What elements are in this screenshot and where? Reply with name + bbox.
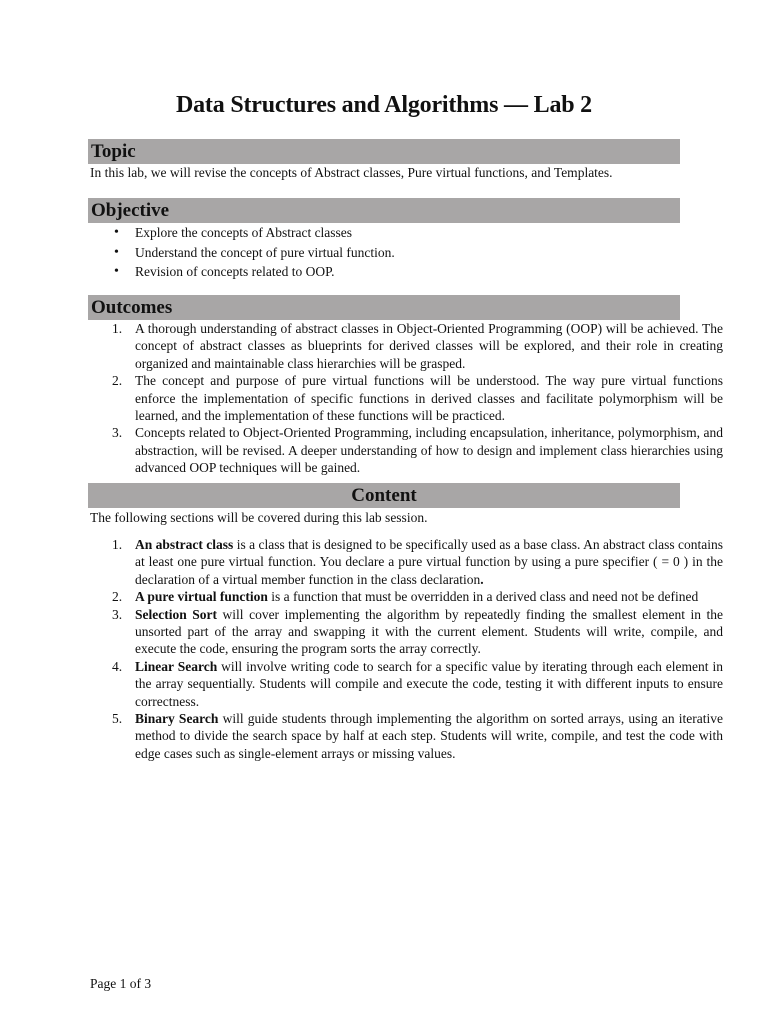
content-term: Selection Sort [135,606,218,622]
content-term: A pure virtual function [135,589,268,605]
outcome-item [112,372,723,424]
topic-text: In this lab, we will revise the concepts of Abstract classes, Pure virtual functions, and Templates. [90,165,613,180]
outcome-item [112,320,723,372]
content-item [112,606,723,658]
document-title: Data Structures and Algorithms — Lab 2 [176,92,592,118]
outcome-number: 1. [112,321,123,336]
content-item [112,588,723,605]
outcome-number: 3. [112,425,123,441]
outcome-number: 2. [112,373,123,389]
content-item [112,658,723,710]
content-term: An abstract class [135,537,234,552]
outcome-text: A thorough understanding of abstract classes in Object-Oriented Programming (OOP) will be achieved. The concept of abstract classes as blueprints for derived classes will be explored, and their role in creating organized and maintainable class hierarchies will be grasped. [135,321,723,371]
section-heading-outcomes: Outcomes [88,295,680,320]
objective-item: • Revision of concepts related to OOP. [135,262,725,282]
section-heading-topic: Topic [88,139,680,164]
content-list [90,536,723,762]
section-heading-content: Content [88,483,680,508]
outcome-text: The concept and purpose of pure virtual functions will be understood. The way pure virtual functions enforce the implementation of specific functions in derived classes and facilitate polymorphism will be learned, and the implementation of these functions will be practiced. [135,373,723,424]
page-number: Page 1 of 3 [90,976,152,991]
content-number: 3. [112,606,123,622]
outcomes-list [90,320,723,477]
outcome-text: Concepts related to Object-Oriented Programming, including encapsulation, inheritance, polymorphism, and abstraction, will be revised. A deeper understanding of how to design and implement class hierarchies using advanced OOP techniques will be gained. [135,425,723,476]
content-item [112,710,723,762]
content-item [112,536,723,588]
objective-item: • Explore the concepts of Abstract classes [135,223,725,243]
content-term: Linear Search [135,658,218,674]
content-number: 5. [112,711,123,727]
content-text: is a class that is designed to be specifically used as a base class. An abstract class contains at least one pure virtual function. You declare a pure virtual function by using a pure specifier ( = 0 ) in the declaration of a virtual member function in the class declaration [135,537,723,587]
content-number: 2. [112,589,123,605]
objective-item: • Understand the concept of pure virtual function. [135,243,725,263]
content-number: 1. [112,537,123,552]
outcome-item [112,424,723,476]
section-heading-objective: Objective [88,198,680,223]
content-text: will involve writing code to search for a specific value by iterating through each element in the array sequentially. Students will compile and execute the code, testing it with different inputs to ensure correctness. [135,658,723,709]
content-intro: The following sections will be covered during this lab session. [90,510,428,525]
content-text: is a function that must be overridden in a derived class and need not be defined [267,589,699,605]
content-number: 4. [112,658,123,674]
content-trail: . [480,571,484,587]
content-term: Binary Search [135,711,219,727]
objective-list [90,223,725,282]
content-text: will guide students through implementing the algorithm on sorted arrays, using an iterative method to divide the search space by half at each step. Students will write, compile, and test the code with edge cases such as single-element arrays or missing values. [135,711,723,761]
content-text: will cover implementing the algorithm by repeatedly finding the smallest element in the unsorted part of the array and swapping it with the current element. Students will write, compile, and execute the code, ensuring the program sorts the array correctly. [135,606,723,657]
